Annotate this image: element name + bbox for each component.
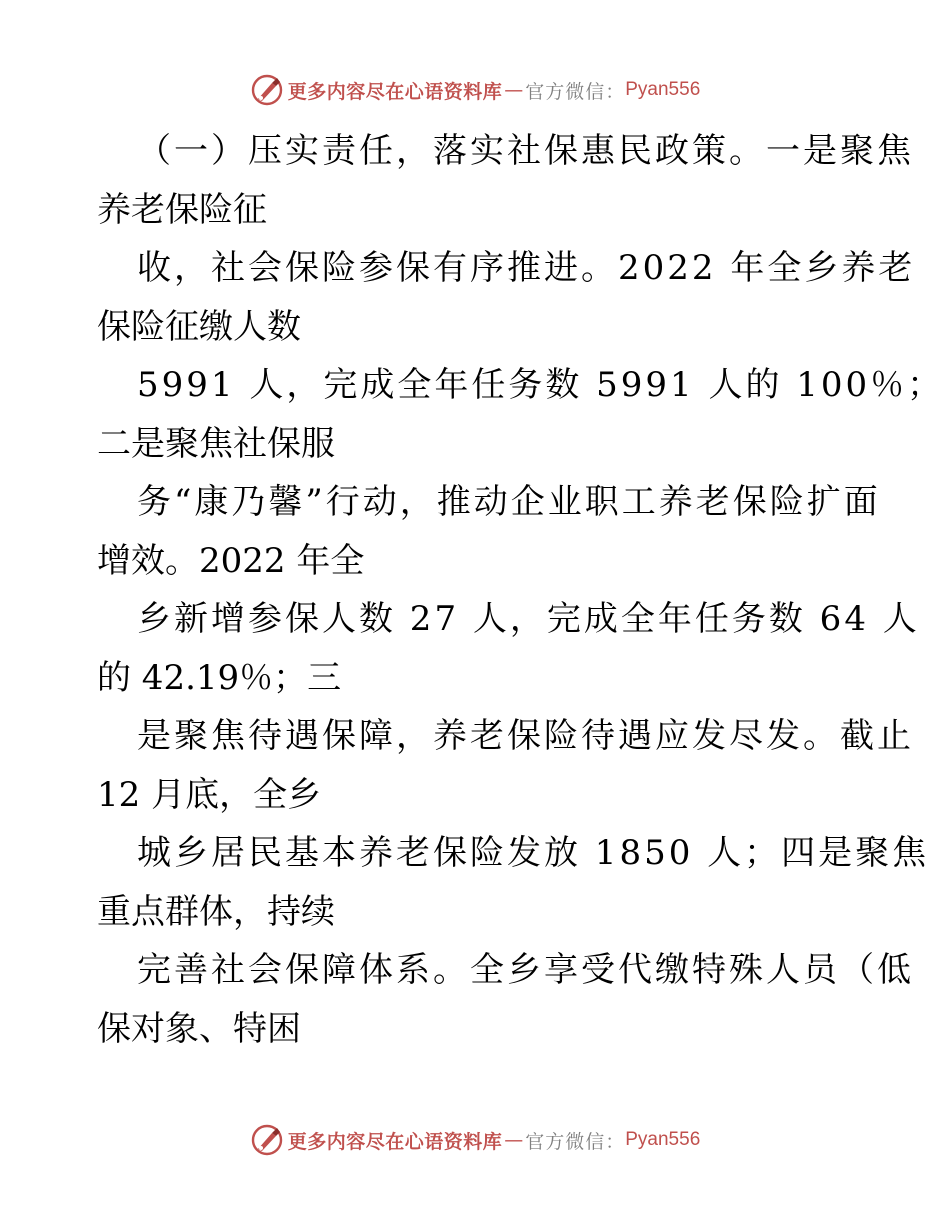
body-line: 养老保险征: [97, 189, 267, 230]
body-line: （一）压实责任，落实社保惠民政策。一是聚焦: [137, 131, 914, 171]
body-line: 增效。2022 年全: [97, 540, 365, 581]
pen-nib-logo-icon: [250, 73, 284, 107]
header-separator: —: [504, 79, 524, 101]
footer-site-text: 更多内容尽在心语资料库: [287, 1130, 503, 1153]
body-line: 是聚焦待遇保障，养老保险待遇应发尽发。截止: [137, 716, 914, 756]
footer-separator: —: [504, 1129, 524, 1151]
body-line: 5991 人，完成全年任务数 5991 人的 100％；: [137, 365, 945, 405]
body-line: 务“康乃馨”行动，推动企业职工养老保险扩面: [137, 482, 881, 522]
header-site-text: 更多内容尽在心语资料库: [287, 80, 503, 103]
body-line: 的 42.19％；三: [97, 657, 342, 698]
body-line: 城乡居民基本养老保险发放 1850 人；四是聚焦: [137, 833, 930, 873]
header-banner: [0, 70, 950, 110]
body-line: 12 月底，全乡: [97, 774, 322, 815]
body-text: [97, 122, 945, 1058]
body-line: 保险征缴人数: [97, 306, 301, 347]
body-line: 重点群体，持续: [97, 891, 335, 932]
body-line: 完善社会保障体系。全乡享受代缴特殊人员（低: [137, 950, 914, 990]
footer-wechat-id: Pyan556: [625, 1129, 701, 1150]
body-line: 保对象、特困: [97, 1008, 301, 1049]
pen-nib-logo-icon: [250, 1123, 284, 1157]
body-line: 收，社会保险参保有序推进。2022 年全乡养老: [137, 248, 916, 288]
footer-wechat-label: 官方微信：: [525, 1130, 626, 1153]
header-wechat-label: 官方微信：: [525, 80, 626, 103]
header-wechat-id: Pyan556: [625, 79, 701, 100]
body-line: 乡新增参保人数 27 人，完成全年任务数 64 人: [137, 599, 920, 639]
body-line: 二是聚焦社保服: [97, 423, 335, 464]
footer-banner: [0, 1120, 950, 1160]
